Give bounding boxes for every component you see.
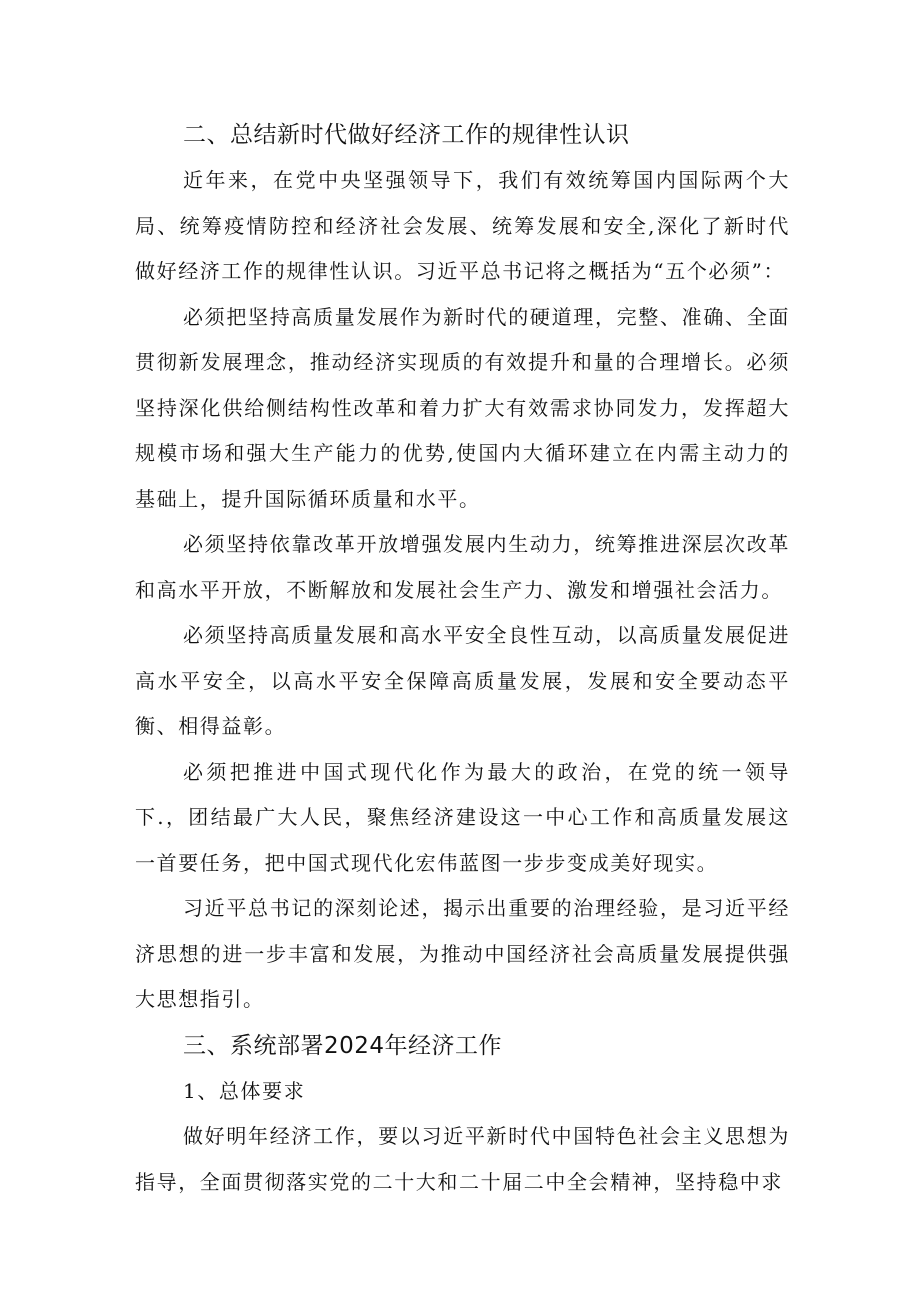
paragraph: 习近平总书记的深刻论述，揭示出重要的治理经验，是习近平经济思想的进一步丰富和发展，为推动中国经济社会高质量发展提供强大思想指引。	[135, 896, 790, 1011]
paragraph: 必须把推进中国式现代化作为最大的政治，在党的统一领导下.，团结最广大人民，聚焦经济建设这一中心工作和高质量发展这一首要任务，把中国式现代化宏伟蓝图一步步变成美好现实。	[135, 759, 790, 875]
document-page	[135, 112, 790, 1205]
paragraph: 必须把坚持高质量发展作为新时代的硬道理，完整、准确、全面贯彻新发展理念，推动经济实现质的有效提升和量的合理增长。必须坚持深化供给侧结构性改革和着力扩大有效需求协同发力，发挥超大规模市场和强大生产能力的优势,使国内大循环建立在内需主动力的基础上，提升国际循环质量和水平。	[135, 304, 790, 511]
subsection-heading: 1、总体要求	[183, 1078, 306, 1103]
section-heading: 三、系统部署2024年经济工作	[183, 1032, 503, 1059]
paragraph: 必须坚持高质量发展和高水平安全良性互动，以高质量发展促进高水平安全，以高水平安全保障高质量发展，发展和安全要动态平衡、相得益彰。	[135, 623, 790, 738]
paragraph: 必须坚持依靠改革开放增强发展内生动力，统筹推进深层次改革和高水平开放，不断解放和发展社会生产力、激发和增强社会活力。	[135, 532, 790, 602]
paragraph: 做好明年经济工作，要以习近平新时代中国特色社会主义思想为指导，全面贯彻落实党的二十大和二十届二中全会精神，坚持稳中求	[135, 1124, 790, 1194]
paragraph: 近年来，在党中央坚强领导下，我们有效统筹国内国际两个大局、统筹疫情防控和经济社会发展、统筹发展和安全,深化了新时代做好经济工作的规律性认识。习近平总书记将之概括为“五个必须”：	[135, 168, 790, 283]
section-heading: 二、总结新时代做好经济工作的规律性认识	[183, 122, 630, 148]
